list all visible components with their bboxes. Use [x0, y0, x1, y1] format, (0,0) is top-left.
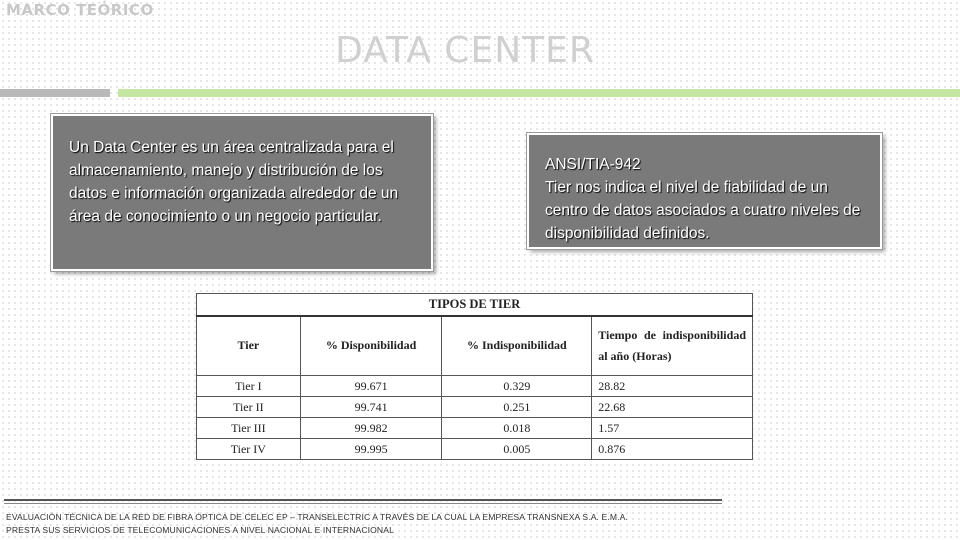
table-caption-row [197, 294, 753, 316]
slide-title: DATA CENTER [335, 30, 595, 71]
title-rule-gray [0, 89, 110, 97]
cell-tier: Tier IV [197, 439, 301, 460]
footer-rule-bottom [4, 503, 722, 504]
definition-callout [51, 114, 433, 271]
header-tier: Tier [197, 316, 301, 376]
table-caption: TIPOS DE TIER [197, 294, 753, 316]
table-header-row [197, 316, 753, 376]
table-row [197, 397, 753, 418]
cell-tier: Tier II [197, 397, 301, 418]
cell-downtime: 22.68 [592, 397, 753, 418]
header-availability: % Disponibilidad [300, 316, 442, 376]
cell-availability: 99.671 [300, 376, 442, 397]
title-rule-green [118, 89, 960, 97]
table-row [197, 418, 753, 439]
footer-line-1: EVALUACIÓN TÉCNICA DE LA RED DE FIBRA ÓPTICA DE CELEC EP – TRANSELECTRIC A TRAVÉS DE LA CUAL LA EMPRESA TRANSNEXA S.A. E.M.A. [6, 512, 628, 522]
standard-callout [527, 133, 882, 249]
footer-line-2: PRESTA SUS SERVICIOS DE TELECOMUNICACIONES A NIVEL NACIONAL E INTERNACIONAL [6, 525, 394, 535]
cell-unavailability: 0.018 [442, 418, 592, 439]
cell-downtime: 0.876 [592, 439, 753, 460]
table-row [197, 439, 753, 460]
cell-tier: Tier I [197, 376, 301, 397]
header-downtime: Tiempo de indisponibilidad al año (Horas) [592, 316, 753, 376]
cell-downtime: 28.82 [592, 376, 753, 397]
cell-downtime: 1.57 [592, 418, 753, 439]
table-row [197, 376, 753, 397]
cell-unavailability: 0.005 [442, 439, 592, 460]
cell-availability: 99.982 [300, 418, 442, 439]
standard-body: Tier nos indica el nivel de fiabilidad de un centro de datos asociados a cuatro niveles de disponibilidad definidos. [545, 179, 861, 242]
header-unavailability: % Indisponibilidad [442, 316, 592, 376]
cell-unavailability: 0.329 [442, 376, 592, 397]
section-label: MARCO TEÓRICO [6, 1, 154, 19]
standard-heading: ANSI/TIA-942 [545, 156, 641, 173]
cell-tier: Tier III [197, 418, 301, 439]
footer-text [6, 511, 746, 537]
cell-availability: 99.741 [300, 397, 442, 418]
footer-rule-top [4, 499, 722, 501]
definition-text: Un Data Center es un área centralizada para el almacenamiento, manejo y distribución de los datos e información organizada alrededor de un área de conocimiento o un negocio particular. [69, 139, 399, 225]
cell-availability: 99.995 [300, 439, 442, 460]
cell-unavailability: 0.251 [442, 397, 592, 418]
tier-table [196, 293, 753, 460]
